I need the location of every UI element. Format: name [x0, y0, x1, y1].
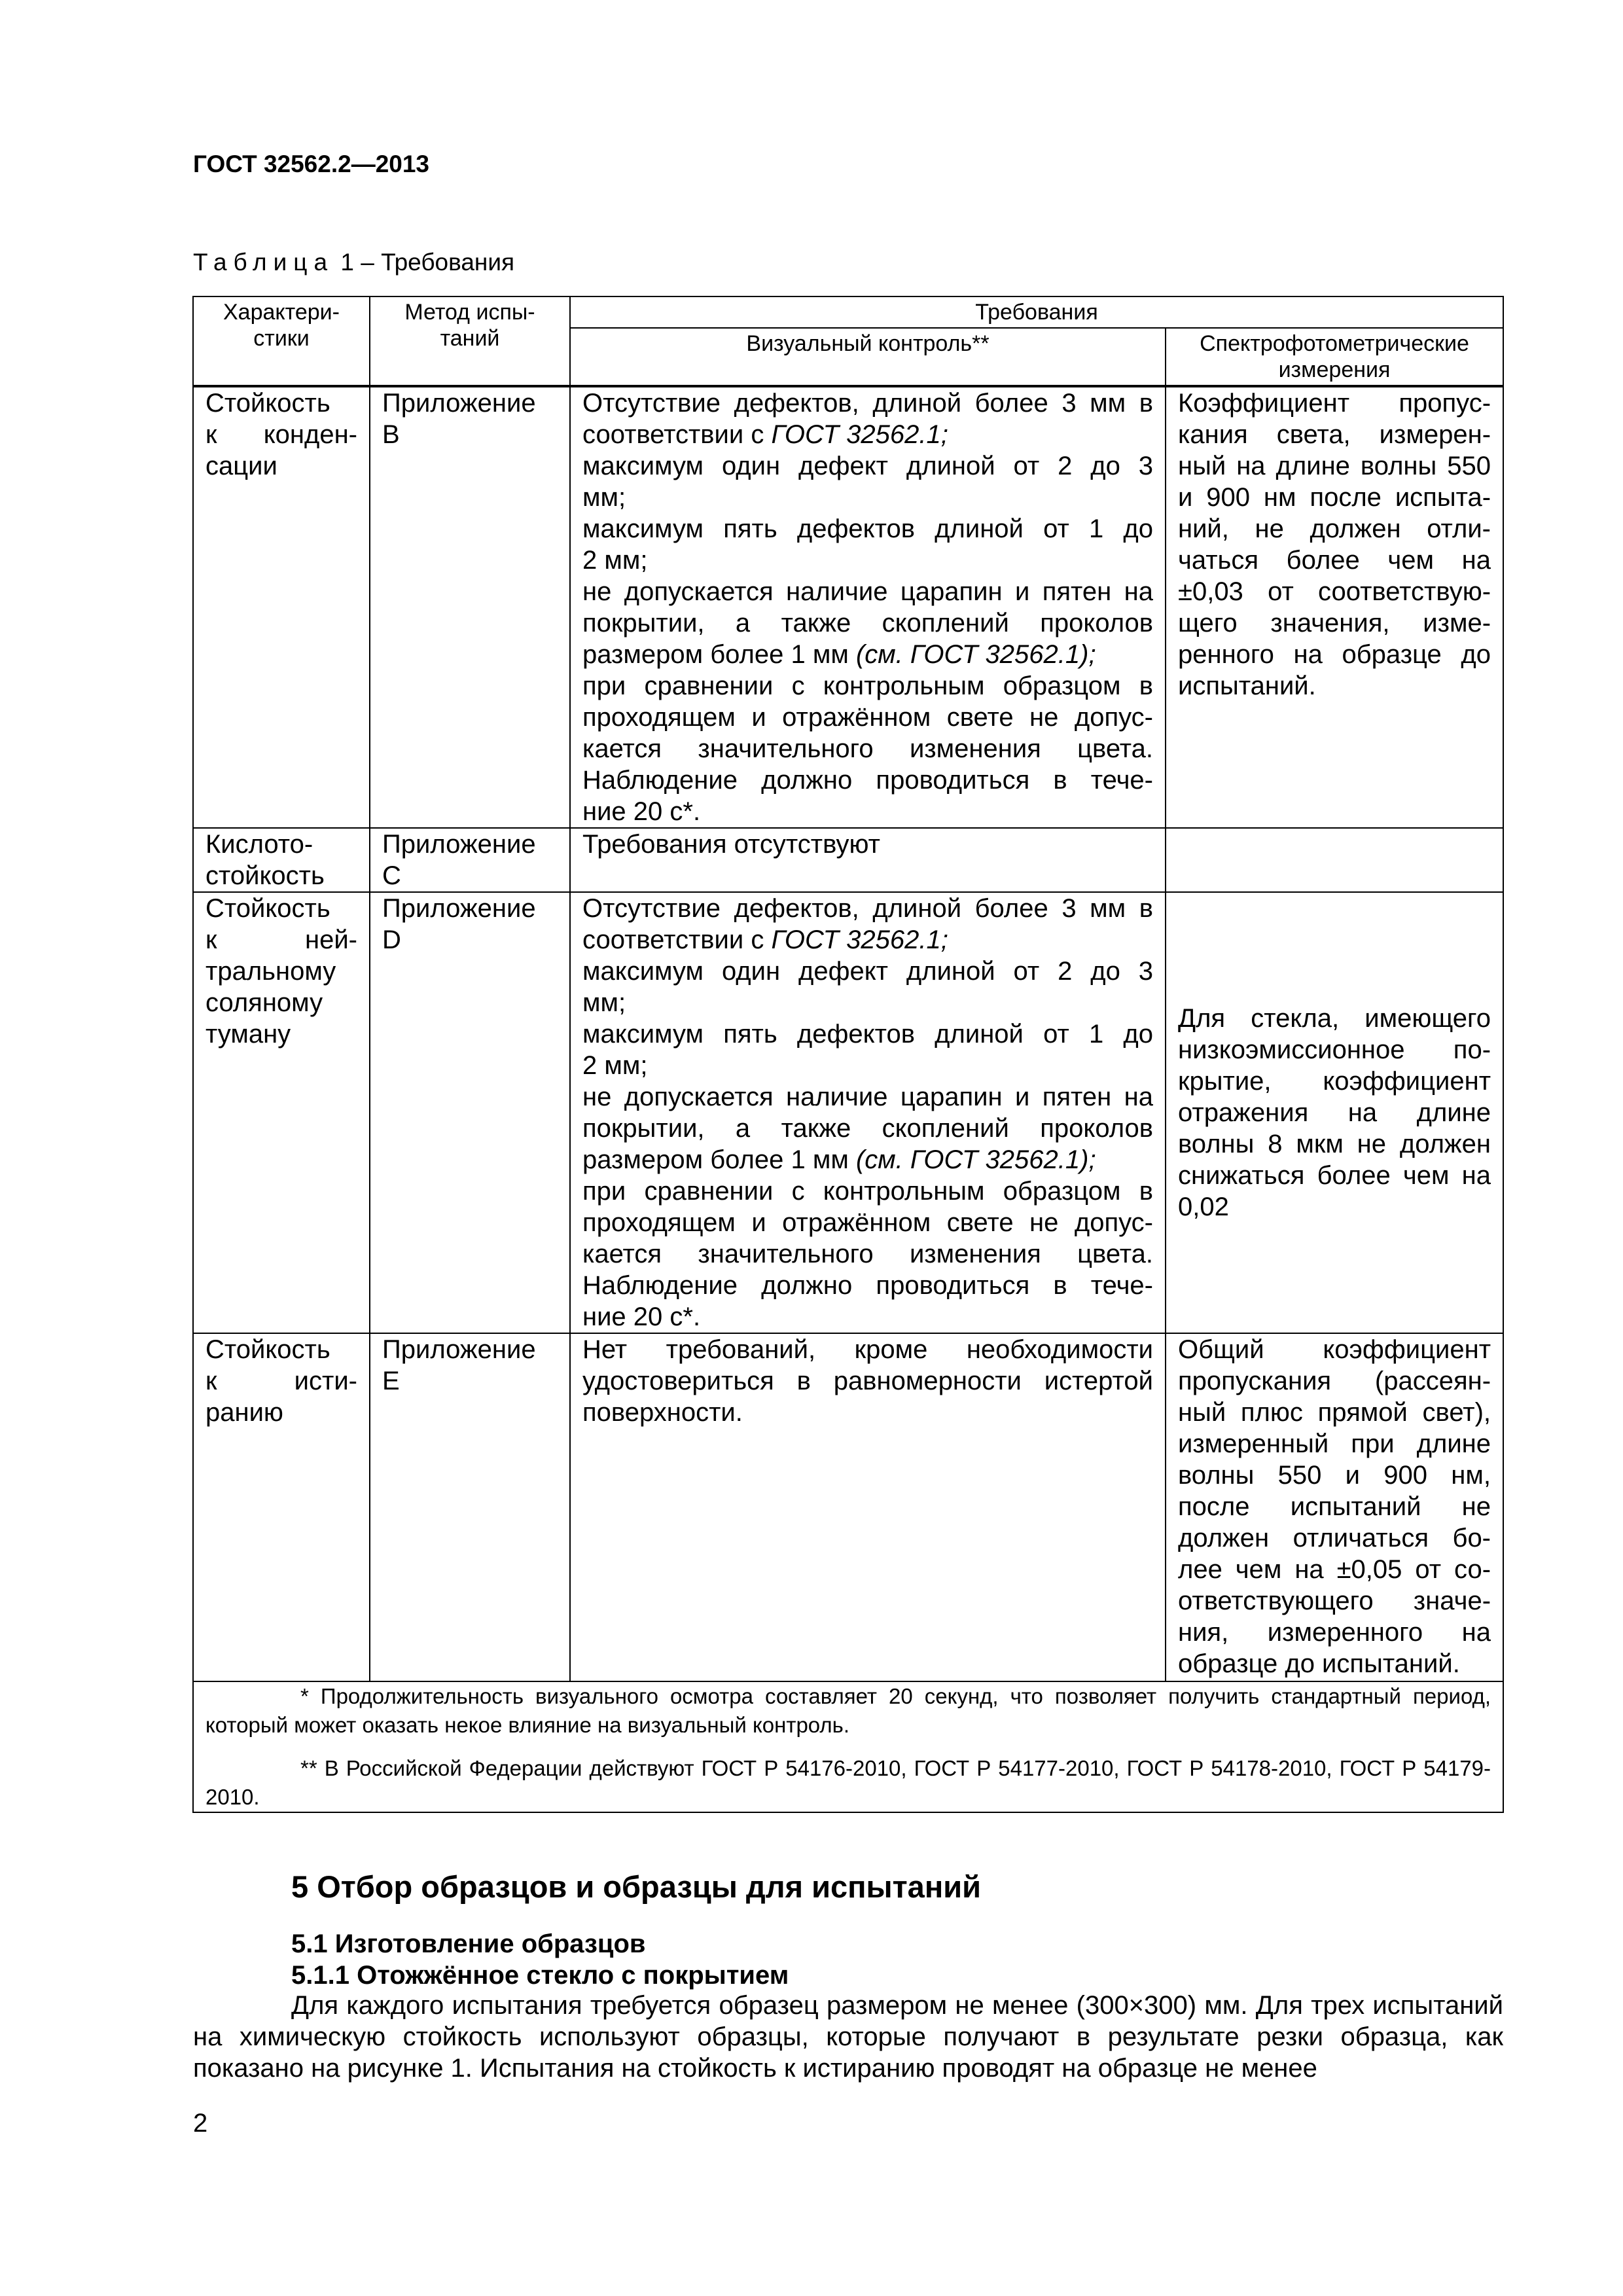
cell-text: волны 550 и 900 нм, — [1178, 1461, 1491, 1490]
cell-method — [370, 386, 570, 828]
cell-text: Стойкость — [205, 1335, 330, 1364]
cell-text: размером более 1 мм — [582, 1145, 856, 1174]
gost-reference: ГОСТ 32562.1; — [771, 420, 948, 449]
cell-spectro — [1166, 828, 1503, 892]
cell-visual — [570, 892, 1166, 1333]
cell-text: низкоэмиссионное по- — [1178, 1035, 1491, 1064]
section-title: 5 Отбор образцов и образцы для испытаний — [291, 1869, 981, 1904]
cell-text: Приложение — [382, 830, 536, 859]
table-row — [193, 828, 1503, 892]
cell-visual — [570, 828, 1166, 892]
cell-text: Коэффициент пропус- — [1178, 389, 1491, 418]
table-notes-row — [193, 1681, 1503, 1812]
cell-text: к исти- — [205, 1367, 357, 1395]
cell-text: кается значительного изменения цвета. — [582, 1240, 1153, 1268]
cell-text: при сравнении с контрольным образцом в — [582, 1177, 1153, 1206]
cell-text: ний, не должен отли- — [1178, 514, 1491, 543]
cell-text: Приложение — [382, 389, 536, 418]
cell-text: снижаться более чем на — [1178, 1161, 1491, 1190]
cell-text: ния, измеренного на — [1178, 1618, 1491, 1647]
cell-text: сации — [205, 452, 277, 480]
cell-text: Отсутствие дефектов, длиной более 3 мм в — [582, 894, 1153, 923]
cell-text: Для стекла, имеющего — [1178, 1004, 1491, 1033]
cell-text: ный на длине волны 550 — [1178, 452, 1491, 480]
cell-text: С — [382, 861, 401, 890]
cell-text: поверхности. — [582, 1398, 743, 1427]
cell-text: образце до испытаний. — [1178, 1649, 1460, 1678]
cell-text: D — [382, 925, 401, 954]
cell-text: покрытии, а также скоплений проколов — [582, 1114, 1153, 1143]
cell-text: Отсутствие дефектов, длиной более 3 мм в — [582, 389, 1153, 418]
cell-method — [370, 892, 570, 1333]
table-caption — [193, 249, 514, 276]
cell-text: и 900 нм после испыта- — [1178, 483, 1491, 512]
cell-text: ±0,03 от соответствую- — [1178, 577, 1491, 606]
cell-text: при сравнении с контрольным образцом в — [582, 672, 1153, 700]
cell-text: максимум один дефект длиной от 2 до 3 — [582, 452, 1153, 480]
gost-reference: ГОСТ 32562.1; — [771, 925, 948, 954]
cell-characteristic — [193, 828, 370, 892]
cell-spectro — [1166, 892, 1503, 1333]
cell-text: кания света, измерен- — [1178, 420, 1491, 449]
cell-text: крытие, коэффициент — [1178, 1067, 1491, 1096]
cell-text: к конден- — [205, 420, 357, 449]
cell-text: удостовериться в равномерности истертой — [582, 1367, 1153, 1395]
cell-text: проходящем и отражённом свете не допус- — [582, 1208, 1153, 1237]
cell-visual — [570, 386, 1166, 828]
header-characteristic: Характери-стики — [193, 296, 370, 386]
cell-text: максимум пять дефектов длиной от 1 до — [582, 1020, 1153, 1049]
cell-text: ный плюс прямой свет), — [1178, 1398, 1491, 1427]
cell-text: волны 8 мкм не должен — [1178, 1130, 1491, 1158]
gost-reference: (см. ГОСТ 32562.1); — [855, 1145, 1096, 1174]
header-requirements: Требования — [570, 296, 1503, 328]
cell-method — [370, 828, 570, 892]
cell-text: пропускания (рассеян- — [1178, 1367, 1491, 1395]
cell-text: чаться более чем на — [1178, 546, 1491, 575]
cell-text: соляному — [205, 988, 323, 1017]
table-caption-word: Таблица — [193, 249, 334, 276]
cell-text: Требования отсутствуют — [582, 830, 880, 859]
header-method: Метод испы-таний — [370, 296, 570, 386]
cell-text: ответствующего значе- — [1178, 1587, 1491, 1615]
cell-text: Нет требований, кроме необходимости — [582, 1335, 1153, 1364]
gost-reference: (см. ГОСТ 32562.1); — [855, 640, 1096, 669]
cell-text: испытаний. — [1178, 672, 1316, 700]
cell-text: стойкость — [205, 861, 325, 890]
cell-text: Наблюдение должно проводиться в тече- — [582, 766, 1153, 795]
footnote-standards: ** В Российской Федерации действуют ГОСТ Р 54176-2010, ГОСТ Р 54177-2010, ГОСТ Р 54178-2010, ГОСТ Р 54179-2010. — [205, 1756, 1491, 1809]
subsubsection-title: 5.1.1 Отожжённое стекло с покрытием — [291, 1961, 789, 1990]
cell-spectro — [1166, 1333, 1503, 1681]
cell-text: проходящем и отражённом свете не допус- — [582, 703, 1153, 732]
table-caption-title: 1 – Требования — [334, 249, 515, 276]
cell-text: E — [382, 1367, 400, 1395]
cell-text: Стойкость — [205, 389, 330, 418]
cell-characteristic — [193, 892, 370, 1333]
cell-text: кается значительного изменения цвета. — [582, 734, 1153, 763]
cell-text: не допускается наличие царапин и пятен на — [582, 577, 1153, 606]
cell-text: 2 мм; — [582, 1051, 648, 1080]
cell-text: покрытии, а также скоплений проколов — [582, 609, 1153, 637]
cell-text: после испытаний не — [1178, 1492, 1491, 1521]
table-notes — [193, 1681, 1503, 1812]
cell-text: соответствии с — [582, 420, 772, 449]
cell-text: тральному — [205, 957, 336, 986]
footnote-duration: * Продолжительность визуального осмотра составляет 20 секунд, что позволяет получить стандартный период, который может оказать некое влияние на визуальный контроль. — [205, 1684, 1491, 1737]
cell-text: максимум один дефект длиной от 2 до 3 — [582, 957, 1153, 986]
cell-text: Общий коэффициент — [1178, 1335, 1491, 1364]
cell-text: туману — [205, 1020, 291, 1049]
cell-text: к ней- — [205, 925, 357, 954]
cell-spectro — [1166, 386, 1503, 828]
cell-characteristic — [193, 1333, 370, 1681]
document-id: ГОСТ 32562.2—2013 — [193, 151, 430, 177]
cell-text: щего значения, изме- — [1178, 609, 1491, 637]
cell-text: мм; — [582, 988, 626, 1017]
cell-text: отражения на длине — [1178, 1098, 1491, 1127]
cell-text: Стойкость — [205, 894, 330, 923]
page-number: 2 — [193, 2109, 208, 2138]
cell-text: Приложение — [382, 1335, 536, 1364]
cell-text: не допускается наличие царапин и пятен на — [582, 1083, 1153, 1111]
cell-text: Приложение — [382, 894, 536, 923]
cell-text: максимум пять дефектов длиной от 1 до — [582, 514, 1153, 543]
cell-text: мм; — [582, 483, 626, 512]
body-paragraph: Для каждого испытания требуется образец размером не менее (300×300) мм. Для трех испытаний на химическую стойкость используют образцы, которые получают в результате резки образца, как показано на рисунке 1. Испытания на стойкость к истиранию проводят на образце не менее — [193, 1991, 1503, 2083]
cell-text: размером более 1 мм — [582, 640, 856, 669]
cell-text: измеренный при длине — [1178, 1429, 1491, 1458]
cell-text: В — [382, 420, 400, 449]
table-row — [193, 386, 1503, 828]
cell-text: ние 20 с*. — [582, 797, 701, 826]
cell-text: соответствии с — [582, 925, 772, 954]
cell-characteristic — [193, 386, 370, 828]
table-row — [193, 1333, 1503, 1681]
cell-visual — [570, 1333, 1166, 1681]
requirements-table — [192, 296, 1504, 1813]
cell-text: Наблюдение должно проводиться в тече- — [582, 1271, 1153, 1300]
cell-text: 2 мм; — [582, 546, 648, 575]
cell-text: 0,02 — [1178, 1193, 1229, 1221]
table-row — [193, 892, 1503, 1333]
cell-text: ние 20 с*. — [582, 1302, 701, 1331]
cell-text: должен отличаться бо- — [1178, 1524, 1491, 1552]
subsection-title: 5.1 Изготовление образцов — [291, 1929, 646, 1958]
cell-text: Кислото- — [205, 830, 313, 859]
header-visual: Визуальный контроль** — [570, 328, 1166, 386]
cell-text: ранию — [205, 1398, 283, 1427]
cell-text: лее чем на ±0,05 от со- — [1178, 1555, 1491, 1584]
cell-method — [370, 1333, 570, 1681]
header-spectro: Спектрофотометрические измерения — [1166, 328, 1503, 386]
cell-text: ренного на образце до — [1178, 640, 1491, 669]
